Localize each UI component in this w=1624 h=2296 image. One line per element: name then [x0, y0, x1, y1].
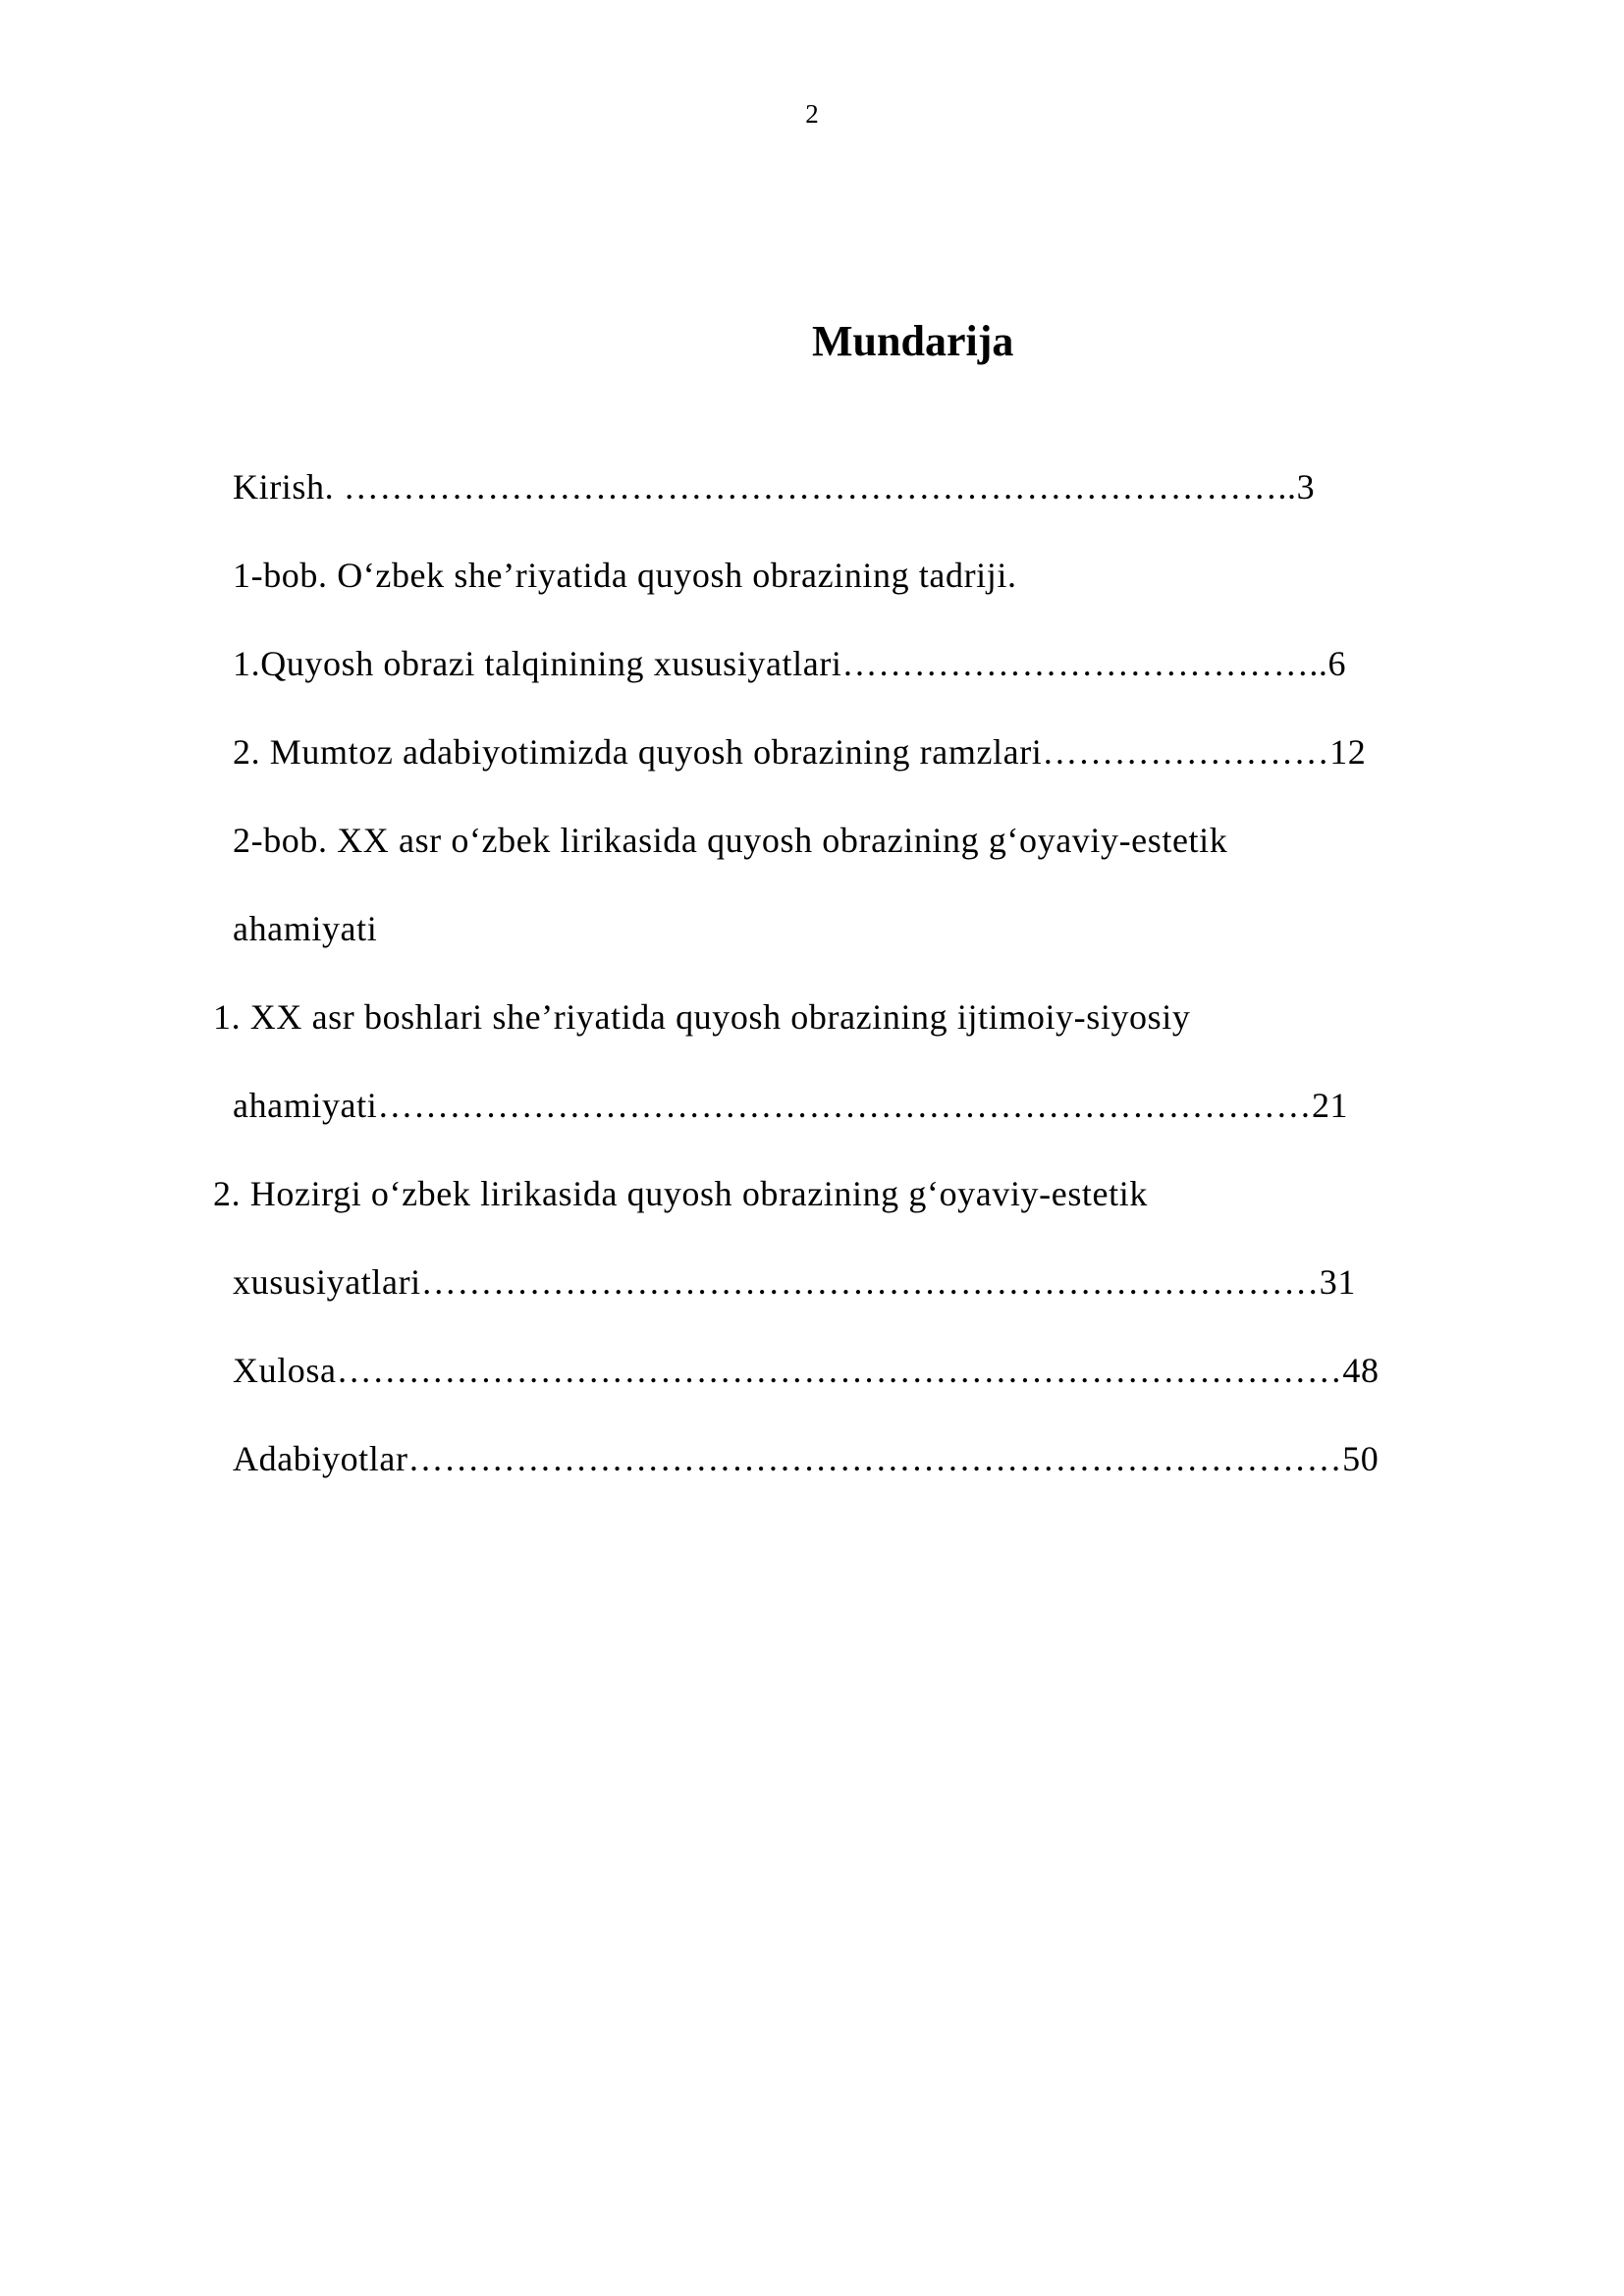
toc-entry-text: ahamiyati — [233, 909, 378, 948]
toc-entry-text: 2. Hozirgi o‘zbek lirikasida quyosh obrazining g‘oyaviy-estetik — [213, 1174, 1148, 1213]
toc-entry-text: 1.Quyosh obrazi talqinining xususiyatlari…………………………………..6 — [233, 644, 1347, 683]
toc-entry-section-1-2 — [0, 726, 1624, 815]
toc-entry-text: 1-bob. O‘zbek she’riyatida quyosh obrazining tadriji. — [233, 556, 1017, 595]
toc-entry-section-2-1-cont — [0, 1080, 1624, 1168]
toc-entry-xulosa — [0, 1345, 1624, 1433]
table-of-contents — [0, 461, 1624, 1522]
page-number: 2 — [805, 99, 819, 129]
toc-entry-text: 2. Mumtoz adabiyotimizda quyosh obrazining ramzlari……………………12 — [233, 732, 1367, 772]
toc-entry-section-2-2 — [0, 1168, 1624, 1256]
toc-entry-section-2-2-cont — [0, 1256, 1624, 1345]
toc-entry-chapter-2-cont — [0, 903, 1624, 991]
toc-entry-text: 1. XX asr boshlari she’riyatida quyosh obrazining ijtimoiy-siyosiy — [213, 997, 1191, 1037]
toc-entry-chapter-2 — [0, 815, 1624, 903]
toc-entry-text: Xulosa…………………………………………………………………………48 — [233, 1351, 1380, 1390]
toc-entry-text: Adabiyotlar……………………………………………………………………50 — [233, 1439, 1380, 1478]
toc-entry-adabiyotlar — [0, 1433, 1624, 1522]
toc-entry-chapter-1 — [0, 550, 1624, 638]
toc-entry-text: xususiyatlari…………………………………………………………………31 — [233, 1262, 1356, 1302]
toc-entry-kirish — [0, 461, 1624, 550]
toc-entry-section-1-1 — [0, 638, 1624, 726]
page-title: Mundarija — [812, 317, 1014, 365]
toc-entry-text: ahamiyati……………………………………………………………………21 — [233, 1086, 1349, 1125]
toc-entry-section-2-1 — [0, 991, 1624, 1080]
toc-entry-text: 2-bob. XX asr o‘zbek lirikasida quyosh obrazining g‘oyaviy-estetik — [233, 821, 1228, 860]
toc-entry-text: Kirish. ……………………………………………………………………..3 — [233, 467, 1316, 507]
